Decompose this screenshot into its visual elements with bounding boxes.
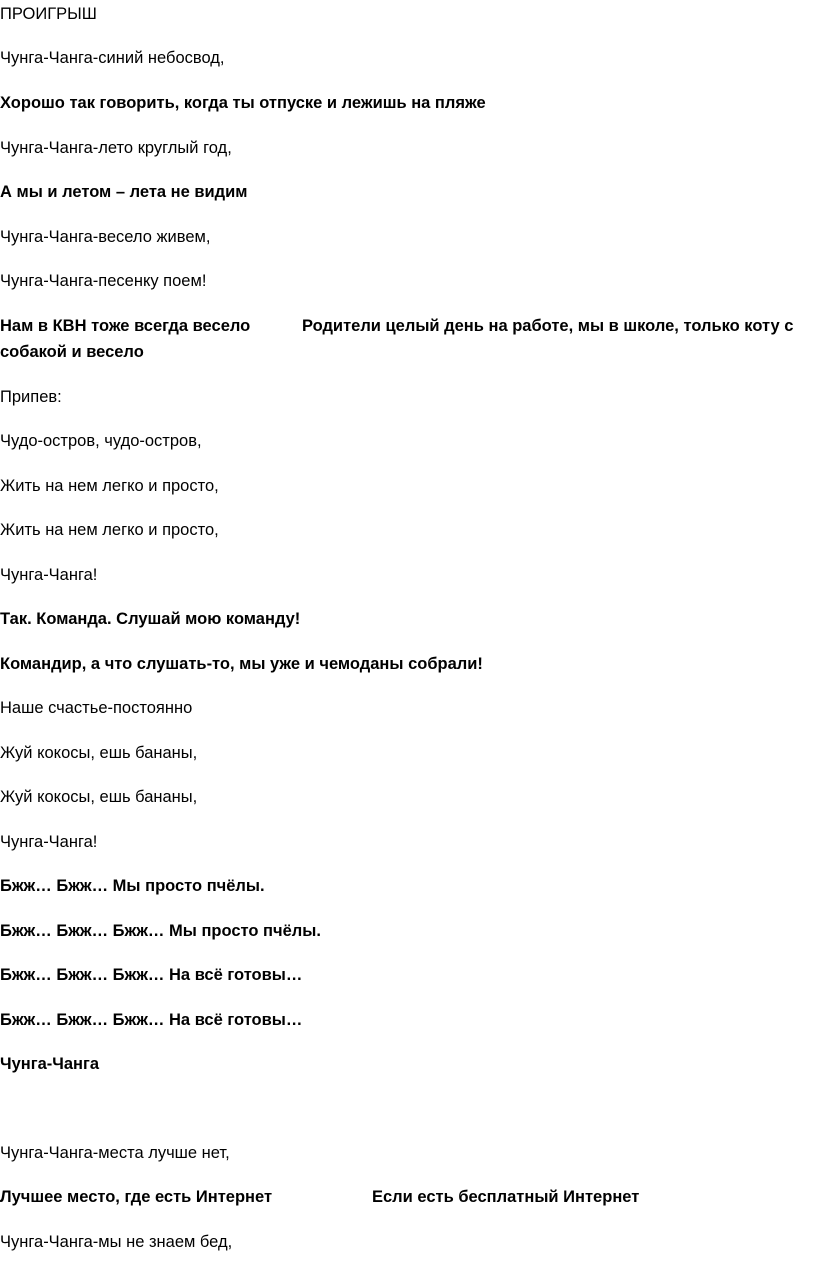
lyric-line: Чунга-Чанга-лето круглый год, — [0, 139, 232, 157]
lyric-line: Чунга-Чанга-весело живем, — [0, 228, 211, 246]
chorus-label: Припев: — [0, 388, 62, 406]
comment-line: собакой и весело — [0, 343, 144, 361]
comment-line: Родители целый день на работе, мы в школе, только коту с — [302, 317, 794, 335]
comment-line: Если есть бесплатный Интернет — [372, 1188, 640, 1206]
comment-line: Бжж… Бжж… Бжж… На всё готовы… — [0, 1011, 303, 1029]
lyric-line: Чунга-Чанга-синий небосвод, — [0, 49, 225, 67]
comment-line: Бжж… Бжж… Мы просто пчёлы. — [0, 877, 265, 895]
comment-line: Бжж… Бжж… Бжж… Мы просто пчёлы. — [0, 922, 321, 940]
comment-line: Лучшее место, где есть Интернет — [0, 1188, 273, 1206]
comment-line: Командир, а что слушать-то, мы уже и чемоданы собрали! — [0, 655, 483, 673]
lyric-line: Жуй кокосы, ешь бананы, — [0, 788, 198, 806]
comment-line: Так. Команда. Слушай мою команду! — [0, 610, 301, 628]
lyric-line: Жуй кокосы, ешь бананы, — [0, 744, 198, 762]
lyric-line: Чунга-Чанга-места лучше нет, — [0, 1144, 230, 1162]
lyric-line: Чунга-Чанга! — [0, 833, 98, 851]
comment-line: А мы и летом – лета не видим — [0, 183, 248, 201]
comment-block — [0, 1187, 816, 1209]
lyric-line: Чунга-Чанга-мы не знаем бед, — [0, 1233, 233, 1251]
document-title: ПРОИГРЫШ — [0, 5, 97, 23]
comment-line: Хорошо так говорить, когда ты отпуске и лежишь на пляже — [0, 94, 486, 112]
lyric-line: Жить на нем легко и просто, — [0, 521, 219, 539]
lyric-line: Чудо-остров, чудо-остров, — [0, 432, 202, 450]
comment-line: Бжж… Бжж… Бжж… На всё готовы… — [0, 966, 303, 984]
lyric-line: Жить на нем легко и просто, — [0, 477, 219, 495]
lyric-line: Чунга-Чанга-песенку поем! — [0, 272, 207, 290]
lyric-line: Наше счастье-постоянно — [0, 699, 193, 717]
comment-line: Чунга-Чанга — [0, 1055, 100, 1073]
lyric-line: Чунга-Чанга! — [0, 566, 98, 584]
comment-block — [0, 316, 816, 364]
comment-line: Нам в КВН тоже всегда весело — [0, 317, 251, 335]
